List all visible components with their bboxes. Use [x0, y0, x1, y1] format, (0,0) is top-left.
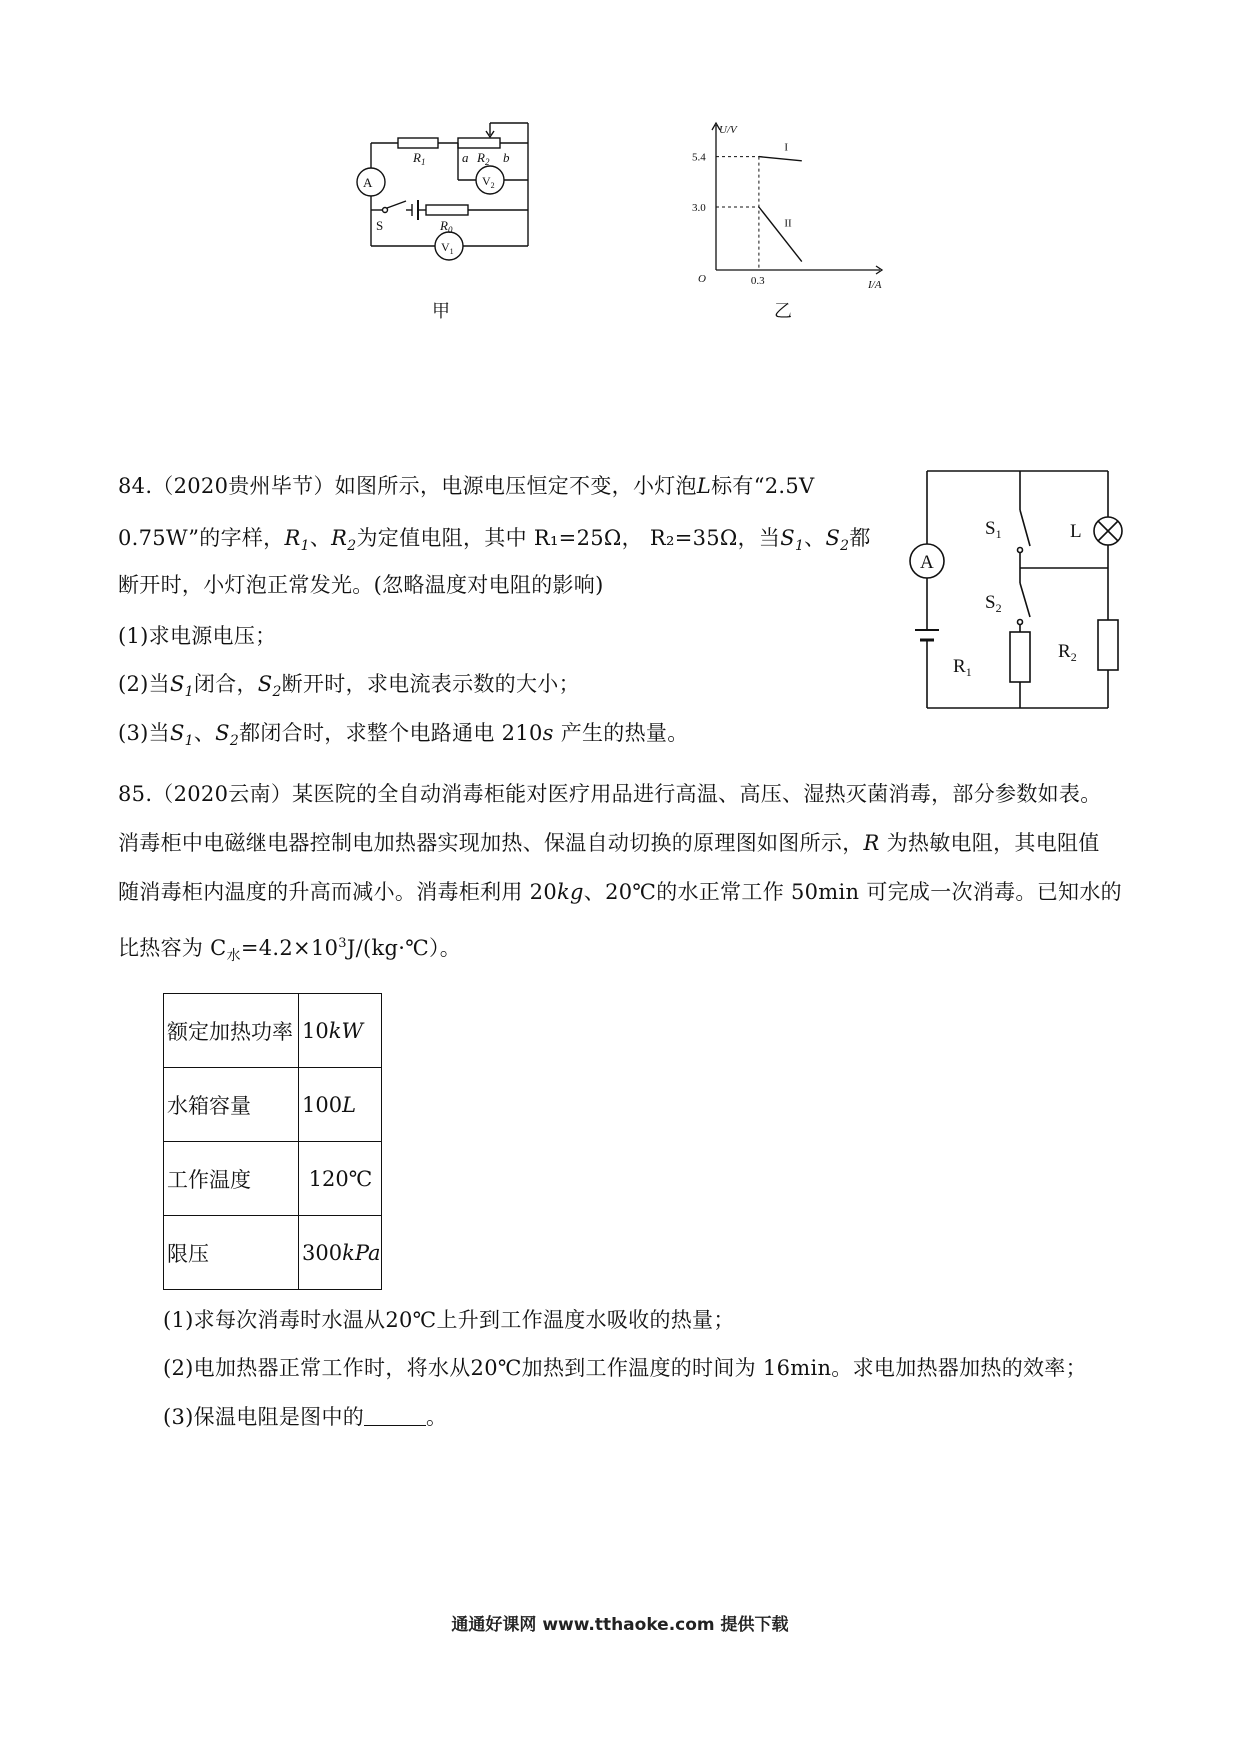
ammeter-symbol-jia: A	[363, 175, 373, 190]
q85-text-2a: 消毒柜中电磁继电器控制电加热器实现加热、保温自动切换的原理图如图所示，	[118, 831, 864, 855]
series-label: II	[784, 217, 792, 230]
caption-yi: 乙	[774, 301, 792, 322]
q84-sub-3-s-unit: s	[542, 721, 554, 745]
param-value-unit: L	[342, 1092, 357, 1117]
label-v2-jia: $V_2$	[482, 174, 495, 190]
label-b-jia: b	[503, 150, 510, 165]
origin-label: O	[698, 273, 706, 285]
q85-sub-1: (1)求每次消毒时水温从20℃上升到工作温度水吸收的热量；	[163, 1308, 735, 1332]
q84-sub-2b: 闭合，	[193, 672, 258, 696]
u-i-graph	[690, 120, 890, 290]
q84-sub-3a: (3)当	[118, 721, 170, 745]
q84-line-3: 断开时，小灯泡正常发光。(忽略温度对电阻的影响)	[118, 573, 604, 597]
q85-line-2	[118, 828, 1100, 858]
page-footer: 通通好课网 www.tthaoke.com 提供下载	[451, 1615, 789, 1635]
resistor-r2-label: $R_2$	[1058, 641, 1077, 664]
series-line-ii	[759, 207, 802, 262]
param-value-cell	[299, 1216, 382, 1290]
param-value-number: 100	[302, 1092, 343, 1117]
q85-text-4b: =4.2×10	[240, 936, 339, 960]
q84-text-2c: 都	[849, 526, 871, 550]
param-value-cell	[299, 1142, 382, 1216]
q84-symbol-l: L	[696, 474, 712, 498]
param-value-unit: kW	[328, 1018, 364, 1043]
q84-sub-3: (3)当$S_1$、$S_2$都闭合时，求整个电路通电 210s 产生的热量。	[118, 721, 689, 749]
label-r0-jia: $R_0$	[440, 218, 453, 235]
q84-sub-2c: 断开时，求电流表示数的大小；	[281, 672, 580, 696]
q84-sub-2a: (2)当	[118, 672, 170, 696]
q85-sub-3b: 。	[426, 1405, 448, 1429]
label-v1-jia: $V_1$	[441, 240, 454, 256]
q85-symbol-r: R	[863, 831, 880, 855]
param-value-number: 120℃	[302, 1166, 373, 1191]
q84-sub-3c: 产生的热量。	[553, 721, 689, 745]
answer-blank[interactable]	[364, 1403, 426, 1426]
param-name-cell: 限压	[164, 1216, 299, 1290]
x-tick-label: 0.3	[750, 275, 765, 287]
param-name-cell: 工作温度	[164, 1142, 299, 1216]
q84-text-1a: 84.（2020贵州毕节）如图所示，电源电压恒定不变，小灯泡	[118, 474, 697, 498]
param-value-cell	[299, 994, 382, 1068]
circuit-diagram-jia	[340, 118, 560, 318]
q84-sub-2-s1: $S_1$	[169, 672, 194, 700]
q84-sub-2-s2: $S_2$	[257, 672, 282, 700]
label-r1-jia: $R_1$	[413, 150, 426, 167]
table-row	[164, 1068, 382, 1142]
q85-text-4a: 比热容为 C	[118, 936, 227, 960]
switch-s2-label: $S_2$	[985, 592, 1002, 615]
circuit-diagram-84	[885, 460, 1125, 720]
param-value-cell	[299, 1068, 382, 1142]
q85-line-4	[118, 929, 461, 971]
param-name-cell: 水箱容量	[164, 1068, 299, 1142]
q84-s1-symbol: $S_1$	[780, 526, 805, 554]
q84-r2-symbol: $R_2$	[331, 526, 357, 554]
q84-s2-symbol: $S_2$	[825, 526, 850, 554]
y-axis-label: U/V	[719, 124, 737, 136]
param-value-number: 10	[302, 1018, 329, 1043]
q84-sub-2	[118, 669, 580, 707]
q85-line-1: 85.（2020云南）某医院的全自动消毒柜能对医疗用品进行高温、高压、湿热灭菌消毒，部分参数如表。	[118, 782, 1102, 806]
q84-text-1b: 标有“2.5V	[711, 474, 815, 498]
table-row	[164, 994, 382, 1068]
q84-sub-1: (1)求电源电压；	[118, 624, 277, 648]
y-tick-label: 5.4	[692, 151, 706, 164]
q84-line-1	[118, 471, 815, 501]
q85-subscript-water: 水	[226, 948, 241, 964]
q85-unit-kg: kg	[557, 880, 584, 904]
q84-sub-3b: 都闭合时，求整个电路通电 210	[239, 721, 543, 745]
table-row	[164, 1216, 382, 1290]
q85-sub-3	[163, 1402, 447, 1432]
q85-line-3	[118, 877, 1122, 907]
parameter-table	[163, 993, 382, 1290]
resistor-r1-label: $R_1$	[953, 656, 972, 679]
q85-sub-2: (2)电加热器正常工作时，将水从20℃加热到工作温度的时间为 16min。求电加热器加热的效率；	[163, 1356, 1087, 1380]
q85-text-3b: 、20℃的水正常工作 50min 可完成一次消毒。已知水的	[583, 880, 1122, 904]
q84-r1-symbol: $R_1$	[284, 526, 310, 554]
q84-text-2a: 0.75W”的字样，	[118, 526, 285, 550]
switch-s1-label: $S_1$	[985, 518, 1002, 541]
lamp-l-label: L	[1070, 521, 1082, 542]
q84-line-2: 0.75W”的字样，$R_1$、$R_2$为定值电阻，其中 R₁=25Ω， R₂=35Ω，当$S_1$、$S_2$都	[118, 526, 871, 554]
series-label: I	[784, 141, 789, 154]
q85-superscript-3: 3	[338, 936, 347, 951]
q84-sub-3-s2: $S_2$	[215, 721, 240, 749]
caption-jia: 甲	[432, 301, 450, 322]
q85-text-2b: 为热敏电阻，其电阻值	[879, 831, 1100, 855]
param-value-number: 300	[302, 1240, 343, 1265]
label-a-jia: a	[462, 150, 469, 165]
q85-text-3a: 随消毒柜内温度的升高而减小。消毒柜利用 20	[118, 880, 557, 904]
label-s-jia: S	[376, 218, 384, 233]
ammeter-symbol-84: A	[920, 552, 934, 573]
label-r2-jia: $R_2$	[477, 150, 490, 167]
y-tick-label: 3.0	[692, 202, 706, 214]
param-value-unit: kPa	[342, 1240, 381, 1265]
param-name-cell: 额定加热功率	[164, 994, 299, 1068]
table-row	[164, 1142, 382, 1216]
series-line-i	[759, 157, 802, 161]
q84-sub-3-s1: $S_1$	[169, 721, 194, 749]
q84-text-2b: 为定值电阻，其中 R₁=25Ω， R₂=35Ω，当	[356, 526, 781, 550]
x-axis-label: I/A	[868, 279, 882, 290]
q85-text-4c: J/(kg·℃）。	[346, 936, 462, 960]
q85-sub-3a: (3)保温电阻是图中的	[163, 1405, 365, 1429]
